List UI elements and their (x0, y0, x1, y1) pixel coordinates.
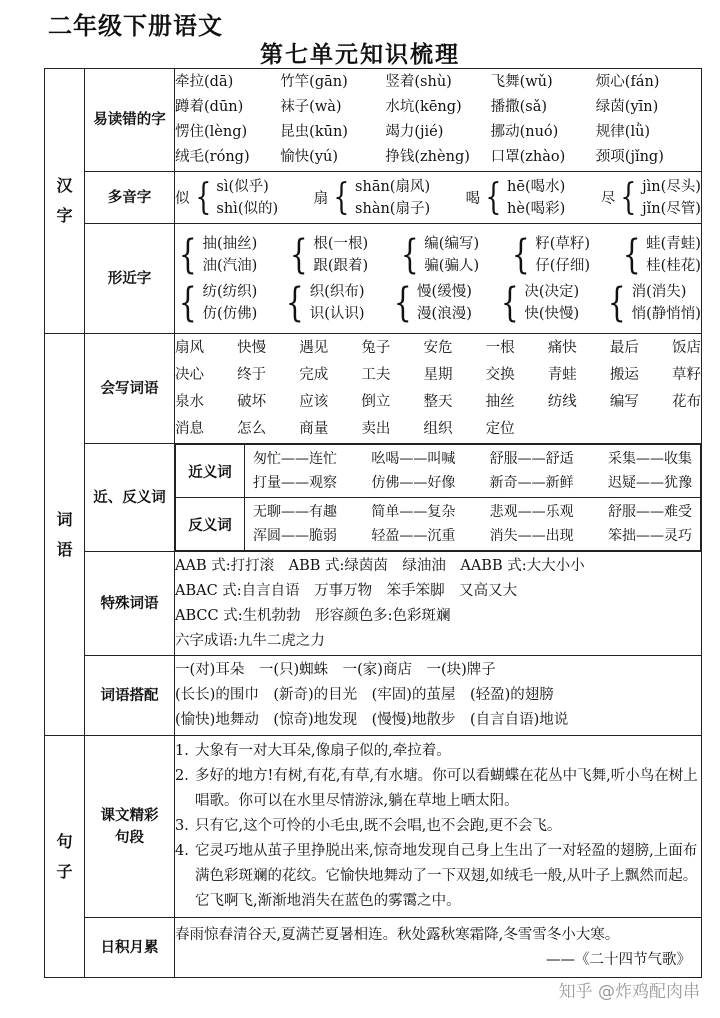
easy-word: 竹竿(gān) (280, 74, 348, 90)
easy-wrong-label: 易读错的字 (85, 69, 175, 172)
similar-word: 仔(仔细) (535, 257, 591, 274)
polyphonic-item (314, 176, 430, 220)
polyphonic-cell (175, 172, 702, 224)
write-word: 花布 (672, 393, 701, 410)
synonym-pair: 采集——收集 (607, 451, 692, 467)
sentence-item (175, 739, 701, 764)
daily-source: ——《二十四节气歌》 (546, 952, 691, 968)
write-word: 倒立 (361, 393, 391, 410)
brace-icon: { (333, 176, 350, 218)
write-word: 抽丝 (485, 393, 515, 410)
easy-word: 挪动(nuó) (490, 124, 559, 140)
synonyms-grid (245, 445, 700, 497)
special-line: ABAC 式:自言自语 万事万物 笨手笨脚 又高又大 (175, 582, 518, 599)
write-word: 应该 (299, 393, 329, 410)
similar-word: 织(织布) (309, 283, 365, 300)
daily-label: 日积月累 (85, 918, 175, 978)
sentence-num: 1. (175, 743, 189, 759)
similar-word: 根(一根) (313, 235, 369, 252)
brace-icon: { (511, 231, 530, 278)
write-word: 最后 (609, 339, 639, 356)
write-word: 破坏 (237, 393, 267, 410)
brace-icon: { (286, 279, 304, 326)
sentence-num: 4. (175, 843, 189, 859)
antonyms-label: 反义词 (176, 498, 245, 551)
daily-cell (175, 918, 702, 978)
write-word: 商量 (299, 420, 329, 437)
write-word: 饭店 (672, 339, 701, 356)
brace-icon: { (178, 279, 197, 326)
write-word: 安危 (423, 339, 453, 356)
syn-ant-cell (175, 444, 702, 552)
excellent-cell (175, 736, 702, 918)
easy-word: 牵拉(dā) (175, 74, 234, 90)
write-word: 遇见 (299, 339, 329, 356)
similar-word: 仿(仿佛) (202, 305, 258, 322)
write-words-cell (175, 334, 702, 444)
daily-text: 春雨惊春清谷天,夏满芒夏暑相连。秋处露秋寒霜降,冬雪雪冬小大寒。 (175, 927, 620, 943)
brace-icon: { (393, 279, 412, 326)
similar-pair (417, 281, 472, 325)
brace-icon: { (400, 231, 419, 278)
sentence-text: 它灵巧地从茧子里挣脱出来,惊奇地发现自己身上生出了一对轻盈的翅膀,上面布满色彩斑斓的花纹。它愉快地舞动了一下双翅,如绒毛一般,从叶子上飘然而起。它飞啊飞,渐渐地消失在蓝色的雾霭之中。 (195, 843, 698, 909)
polyphonic-reading: hē(喝水) (507, 178, 566, 195)
write-word: 终于 (237, 366, 267, 383)
easy-word: 规律(lǜ) (595, 124, 651, 140)
synonym-pair: 打量——观察 (253, 475, 337, 491)
easy-word: 绿茵(yīn) (595, 99, 659, 115)
write-word: 卖出 (361, 420, 391, 437)
write-word: 决心 (175, 366, 204, 383)
sentence-num: 2. (175, 768, 189, 784)
similar-pair (646, 233, 701, 277)
easy-word: 口罩(zhào) (490, 149, 566, 165)
brace-icon: { (608, 279, 626, 326)
antonyms-grid (245, 498, 700, 550)
similar-item (604, 281, 701, 325)
category-ciyu (45, 334, 85, 736)
easy-word: 水坑(kēng) (385, 99, 462, 115)
similar-word: 识(认识) (309, 305, 365, 322)
similar-item (390, 281, 472, 325)
easy-word: 飞舞(wǔ) (490, 74, 553, 90)
category-label: 句 子 (56, 831, 73, 881)
brace-icon: { (194, 176, 211, 218)
write-word: 怎么 (237, 420, 267, 437)
sentence-num: 3. (175, 818, 189, 834)
similar-row (175, 281, 701, 325)
similar-word: 抽(抽丝) (202, 235, 258, 252)
write-word: 泉水 (175, 393, 204, 410)
synonym-pair: 迟疑——犹豫 (607, 475, 692, 491)
write-word: 编写 (609, 393, 639, 410)
antonym-pair: 轻盈——沉重 (371, 528, 456, 544)
similar-item (508, 233, 590, 277)
excellent-label-text: 课文精彩句段 (100, 807, 159, 846)
knowledge-table (44, 68, 702, 978)
similar-word: 慢(缓慢) (417, 283, 472, 300)
easy-word: 竖着(shù) (385, 74, 452, 90)
synonym-pair: 仿佛——好像 (371, 475, 456, 491)
similar-word: 籽(草籽) (535, 235, 591, 252)
easy-word: 绒毛(róng) (175, 149, 250, 165)
similar-word: 蛙(青蛙) (646, 235, 701, 252)
brace-icon: { (620, 176, 637, 218)
polyphonic-reading: shì(似的) (216, 200, 279, 217)
syn-ant-table (175, 444, 701, 551)
synonym-pair: 吆喝——叫喊 (371, 451, 456, 467)
synonym-pair: 匆忙——连忙 (253, 451, 337, 467)
write-word: 痛快 (547, 339, 577, 356)
polyphonic-char: 喝 (465, 191, 481, 207)
easy-wrong-cell (175, 69, 702, 172)
similar-pair (424, 233, 479, 277)
similar-row (175, 233, 701, 277)
sentence-text: 大象有一对大耳朵,像扇子似的,牵拉着。 (195, 743, 451, 759)
similar-word: 纺(纺织) (202, 283, 258, 300)
polyphonic-readings (642, 176, 701, 220)
antonym-pair: 无聊——有趣 (253, 504, 337, 520)
brace-icon: { (178, 231, 197, 278)
polyphonic-char: 尽 (600, 191, 616, 207)
polyphonic-readings (507, 176, 565, 220)
write-word: 工夫 (361, 366, 391, 383)
brace-icon: { (485, 176, 502, 218)
similar-word: 骗(骗人) (424, 257, 480, 274)
synonym-pair: 舒服——舒适 (489, 451, 574, 467)
brace-icon: { (622, 231, 641, 278)
similar-word: 桂(桂花) (646, 257, 701, 274)
similar-pair (632, 281, 701, 325)
write-words-label: 会写词语 (85, 334, 175, 444)
polyphonic-readings (355, 176, 430, 220)
syn-ant-label: 近、反义词 (85, 444, 175, 552)
easy-word: 昆虫(kūn) (280, 124, 348, 140)
polyphonic-reading: shàn(扇子) (355, 200, 431, 217)
sentence-item (175, 839, 701, 914)
polyphonic-reading: shān(扇风) (355, 178, 431, 195)
category-label: 词 语 (56, 509, 73, 559)
easy-word: 烦心(fán) (595, 74, 660, 90)
antonym-pair: 悲观——乐观 (489, 504, 574, 520)
sentence-item (175, 764, 701, 814)
special-label: 特殊词语 (85, 552, 175, 656)
synonyms-label: 近义词 (176, 445, 245, 498)
write-word: 快慢 (237, 339, 267, 356)
write-word: 兔子 (361, 339, 391, 356)
polyphonic-char: 似 (175, 191, 190, 207)
write-word: 定位 (485, 420, 515, 437)
polyphonic-item (601, 176, 701, 220)
similar-item (175, 233, 257, 277)
grade-label: 二年级下册语文 (48, 12, 223, 40)
similar-word: 跟(跟着) (313, 257, 369, 274)
write-word: 一根 (485, 339, 515, 356)
collocation-line: 一(对)耳朵 一(只)蜘蛛 一(家)商店 一(块)牌子 (175, 662, 496, 678)
brace-icon: { (500, 279, 519, 326)
write-word: 草籽 (672, 366, 701, 383)
easy-word: 愉快(yú) (280, 149, 339, 165)
polyphonic-char: 扇 (313, 191, 329, 207)
similar-list (175, 233, 701, 325)
similar-word: 漫(浪漫) (417, 305, 472, 322)
watermark: 知乎 @炸鸡配肉串 (558, 982, 700, 1002)
write-word: 消息 (175, 420, 204, 437)
special-line: 六字成语:九牛二虎之力 (175, 632, 325, 649)
similar-item (286, 233, 368, 277)
write-word: 整天 (423, 393, 453, 410)
easy-word: 颈项(jǐng) (595, 149, 664, 165)
similar-word: 决(决定) (524, 283, 580, 300)
collocation-label: 词语搭配 (85, 656, 175, 736)
write-word: 搬运 (609, 366, 639, 383)
sentence-text: 只有它,这个可怜的小毛虫,既不会唱,也不会跑,更不会飞。 (195, 818, 562, 834)
collocation-cell (175, 656, 702, 736)
similar-word: 悄(静悄悄) (631, 305, 701, 322)
polyphonic-readings (216, 176, 278, 220)
similar-item (175, 281, 257, 325)
easy-word: 挣钱(zhèng) (385, 149, 470, 165)
special-cell (175, 552, 702, 656)
similar-word: 编(编写) (424, 235, 480, 252)
easy-word: 袜子(wà) (280, 99, 342, 115)
similar-pair (202, 281, 257, 325)
similar-word: 油(汽油) (202, 257, 258, 274)
polyphonic-list (175, 175, 701, 221)
polyphonic-reading: hè(喝彩) (507, 200, 566, 217)
write-words-grid (175, 335, 701, 443)
excellent-label (85, 736, 175, 918)
similar-pair (535, 233, 590, 277)
similar-item (497, 281, 579, 325)
write-word: 青蛙 (547, 366, 577, 383)
easy-word: 竭力(jié) (385, 124, 444, 140)
polyphonic-reading: jìn(尽头) (642, 178, 701, 195)
write-word: 扇风 (175, 339, 204, 356)
similar-item (619, 233, 701, 277)
synonym-pair: 新奇——新鲜 (489, 475, 574, 491)
similar-pair (310, 281, 365, 325)
similar-pair (202, 233, 257, 277)
antonym-pair: 浑圆——脆弱 (253, 528, 337, 544)
polyphonic-item (175, 176, 278, 220)
polyphonic-reading: sì(似乎) (216, 178, 269, 195)
write-word: 交换 (485, 366, 515, 383)
similar-item (397, 233, 479, 277)
similar-item (282, 281, 364, 325)
antonym-pair: 简单——复杂 (371, 504, 456, 520)
special-line: AAB 式:打打滚 ABB 式:绿茵茵 绿油油 AABB 式:大大小小 (175, 557, 585, 574)
write-word: 组织 (423, 420, 453, 437)
similar-pair (313, 233, 368, 277)
special-line: ABCC 式:生机勃勃 形容颜色多:色彩斑斓 (175, 607, 451, 624)
category-juzi (45, 736, 85, 978)
write-word: 完成 (299, 366, 329, 383)
antonym-pair: 舒服——难受 (607, 504, 692, 520)
polyphonic-item (466, 176, 566, 220)
polyphonic-reading: jǐn(尽管) (642, 200, 701, 217)
easy-word: 蹲着(dūn) (175, 99, 244, 115)
write-word: 星期 (423, 366, 453, 383)
sentence-text: 多好的地方!有树,有花,有草,有水塘。你可以看蝴蝶在花丛中飞舞,听小鸟在树上唱歌。你可以在水里尽情游泳,躺在草地上晒太阳。 (195, 768, 698, 809)
antonym-pair: 消失——出现 (489, 528, 574, 544)
collocation-line: (长长)的围巾 (新奇)的目光 (牢固)的茧屋 (轻盈)的翅膀 (175, 687, 554, 703)
antonym-pair: 笨拙——灵巧 (607, 528, 692, 544)
easy-word: 愣住(lèng) (175, 124, 248, 140)
write-word: 纺线 (547, 393, 577, 410)
easy-word: 播撒(sǎ) (490, 99, 547, 115)
polyphonic-label: 多音字 (85, 172, 175, 224)
similar-pair (524, 281, 579, 325)
similar-label: 形近字 (85, 224, 175, 334)
similar-cell (175, 224, 702, 334)
similar-word: 快(快慢) (524, 305, 580, 322)
category-label: 汉 字 (56, 176, 73, 225)
easy-wrong-grid (175, 71, 701, 169)
page-title: 第七单元知识梳理 (260, 41, 460, 68)
sentence-item (175, 814, 701, 839)
similar-word: 消(消失) (631, 283, 687, 300)
brace-icon: { (289, 231, 308, 278)
collocation-line: (愉快)地舞动 (惊奇)地发现 (慢慢)地散步 (自言自语)地说 (175, 712, 569, 728)
category-hanzi (45, 69, 85, 334)
